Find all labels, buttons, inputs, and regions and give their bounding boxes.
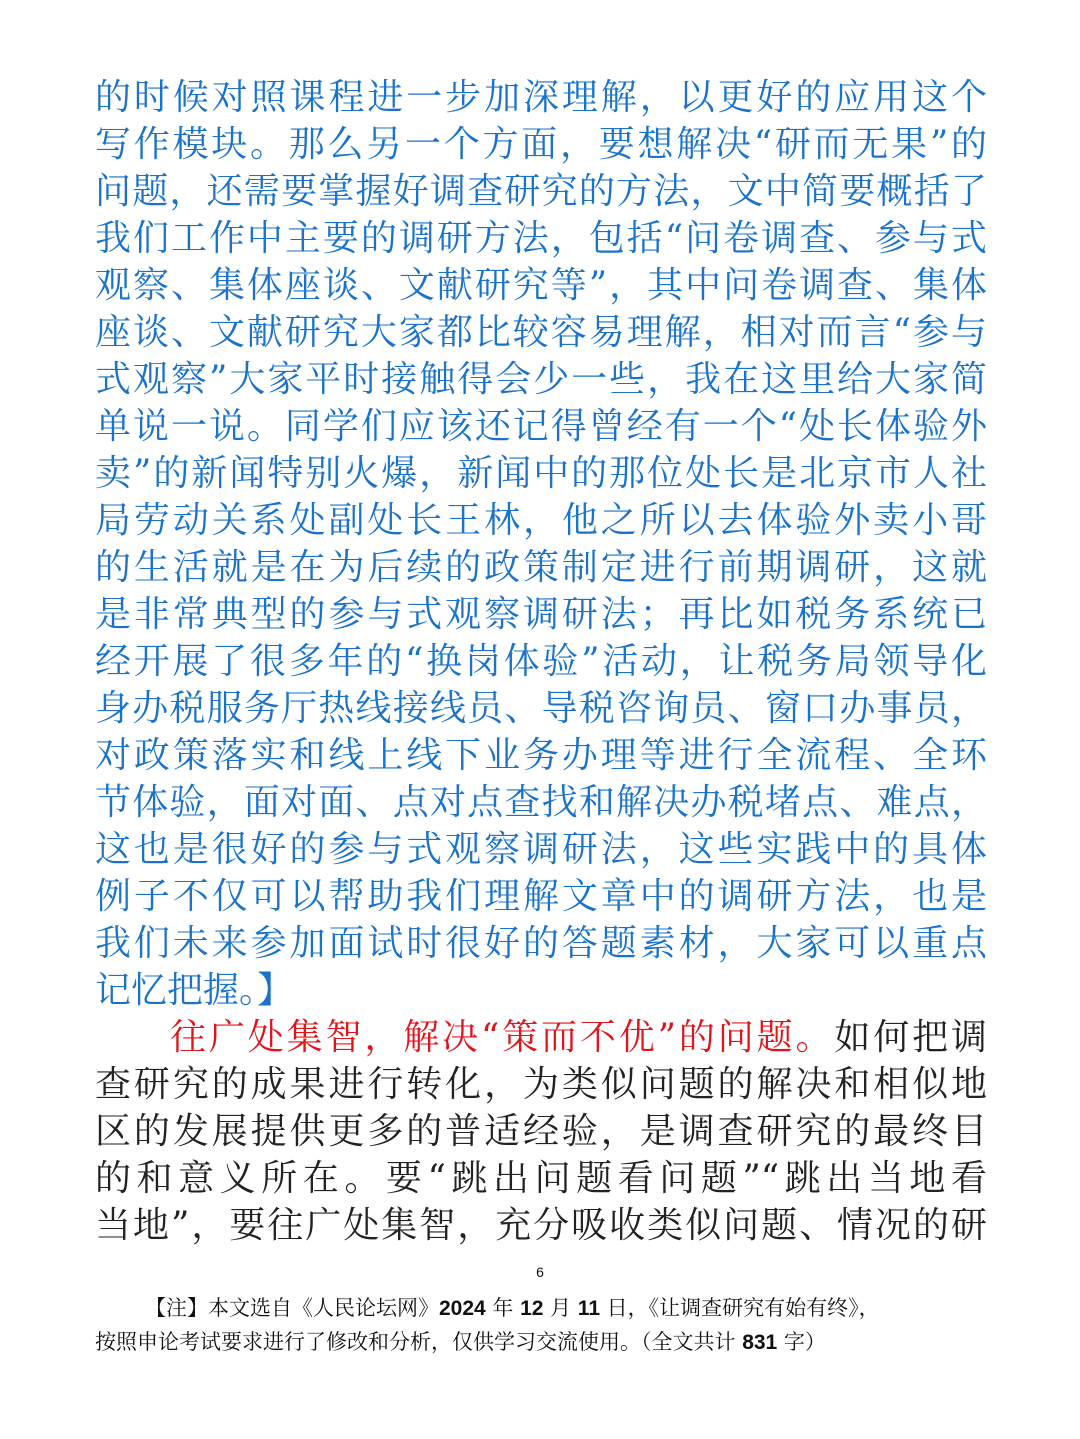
text-line: 节体验，面对面、点对点查找和解决办税堵点、难点， <box>95 782 987 823</box>
text-line: 单说一说。同学们应该还记得曾经有一个“处长体验外 <box>95 406 987 447</box>
text-line: 我们未来参加面试时很好的答题素材，大家可以重点 <box>95 923 987 964</box>
text-line: 区的发展提供更多的普适经验，是调查研究的最终目 <box>95 1111 987 1152</box>
text-line: 观察、集体座谈、文献研究等”，其中问卷调查、集体 <box>95 265 987 306</box>
text-line: 我们工作中主要的调研方法，包括“问卷调查、参与式 <box>95 218 987 259</box>
note-count: 831 <box>742 1331 778 1354</box>
note-suffix: 日，《让调查研究有始有终》， <box>600 1296 880 1320</box>
text-line: 的时候对照课程进一步加深理解，以更好的应用这个 <box>95 77 987 118</box>
text-line: 式观察”大家平时接触得会少一些，我在这里给大家简 <box>95 359 987 400</box>
heading-continuation: 如何把调 <box>834 1017 987 1058</box>
text-line: 例子不仅可以帮助我们理解文章中的调研方法，也是 <box>95 876 987 917</box>
text-line: 问题，还需要掌握好调查研究的方法，文中简要概括了 <box>95 171 987 212</box>
text-line: 当地”，要往广处集智，充分吸收类似问题、情况的研 <box>95 1205 987 1246</box>
note-suffix: 字） <box>777 1330 826 1354</box>
text-line: 的和意义所在。要“跳出问题看问题”“跳出当地看 <box>95 1158 987 1199</box>
text-line: 的生活就是在为后续的政策制定进行前期调研，这就 <box>95 547 987 588</box>
text-line: 这也是很好的参与式观察调研法，这些实践中的具体 <box>95 829 987 870</box>
text-line: 写作模块。那么另一个方面，要想解决“研而无果”的 <box>95 124 987 165</box>
section-heading: 往广处集智，解决“策而不优”的问题。 <box>170 1017 835 1058</box>
note-year: 2024 <box>439 1297 486 1320</box>
text-line: 座谈、文献研究大家都比较容易理解，相对而言“参与 <box>95 312 987 353</box>
note-month: 12 <box>520 1297 544 1320</box>
note-prefix: 按照申论考试要求进行了修改和分析，仅供学习交流使用。（全文共计 <box>95 1330 743 1354</box>
text-line: 经开展了很多年的“换岗体验”活动，让税务局领导化 <box>95 641 987 682</box>
note-day: 11 <box>577 1297 600 1320</box>
text-line: 查研究的成果进行转化，为类似问题的解决和相似地 <box>95 1064 987 1105</box>
text-line: 身办税服务厅热线接线员、导税咨询员、窗口办事员， <box>95 688 987 729</box>
footer-note-line <box>95 1325 987 1360</box>
note-text: 月 <box>543 1296 578 1320</box>
text-line: 局劳动关系处副处长王林，他之所以去体验外卖小哥 <box>95 500 987 541</box>
heading-line <box>170 1015 987 1061</box>
text-line: 卖”的新闻特别火爆，新闻中的那位处长是北京市人社 <box>95 453 987 494</box>
footer-note-line <box>145 1291 987 1326</box>
text-line: 是非常典型的参与式观察调研法；再比如税务系统已 <box>95 594 987 635</box>
text-line: 记忆把握。】 <box>95 970 294 1011</box>
note-prefix: 【注】本文选自《人民论坛网》 <box>145 1296 439 1320</box>
text-line: 对政策落实和线上线下业务办理等进行全流程、全环 <box>95 735 987 776</box>
note-text: 年 <box>485 1296 521 1320</box>
page-number: 6 <box>536 1264 544 1280</box>
